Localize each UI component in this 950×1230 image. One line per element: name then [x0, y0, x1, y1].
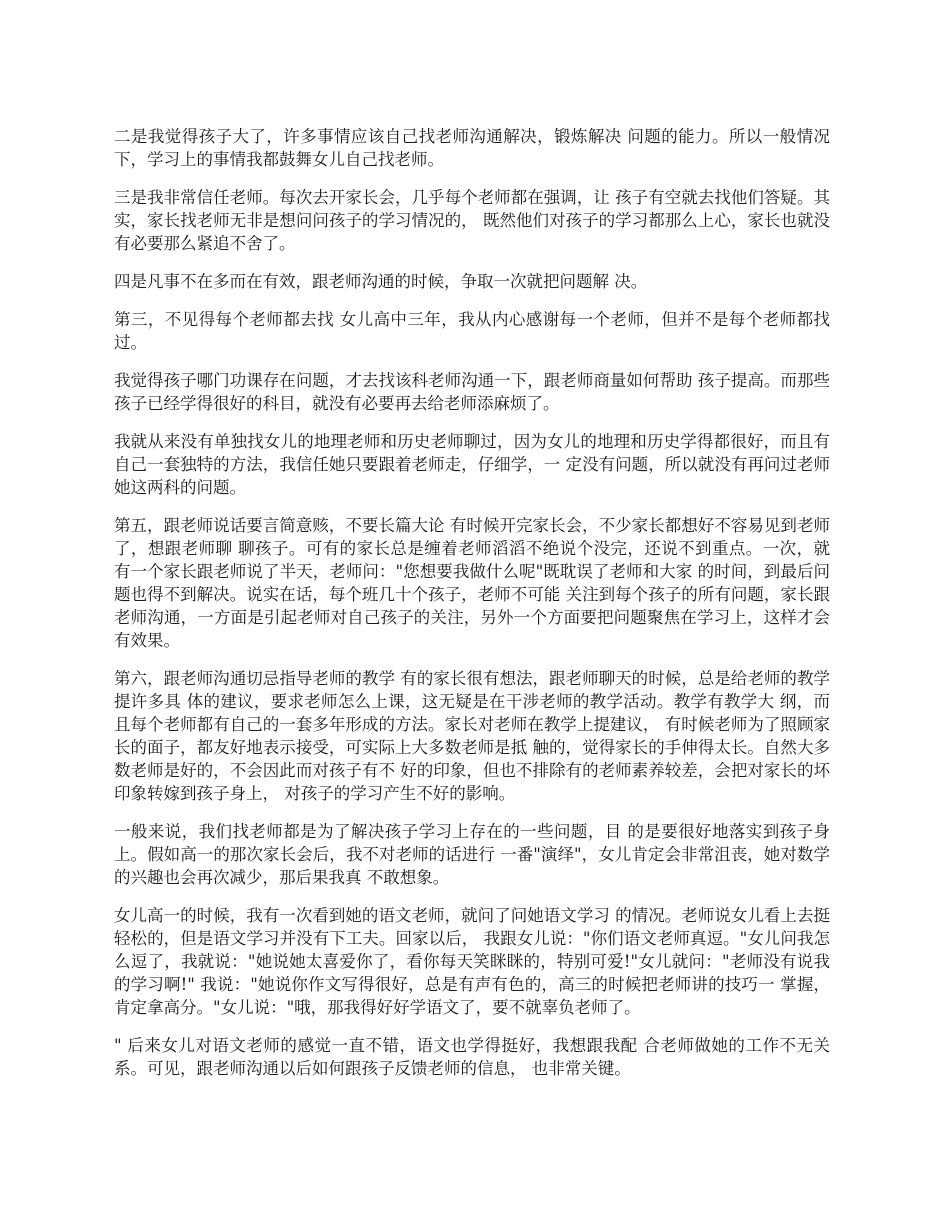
paragraph-10: 女儿高一的时候，我有一次看到她的语文老师，就问了问她语文学习 的情况。老师说女儿看上去挺轻松的，但是语文学习并没有下工夫。回家以后， 我跟女儿说："你们语文老师真逗。"女儿问我怎么逗了，我就说："她说她太喜爱你了，看你每天笑眯眯的，特别可爱!"女儿就问："老师没有说我的学习啊!" 我说："她说你作文写得很好，总是有声有色的，高三的时候把老师讲的技巧一 掌握，肯定拿高分。"女儿说："哦，那我得好好学语文了，要不就辜负老师了。	[114, 906, 830, 1017]
document-body	[114, 125, 830, 1095]
paragraph-5: 我觉得孩子哪门功课存在问题，才去找该科老师沟通一下，跟老师商量如何帮助 孩子提高。而那些孩子已经学得很好的科目，就没有必要再去给老师添麻烦了。	[114, 371, 830, 413]
paragraph-7: 第五，跟老师说话要言简意赅，不要长篇大论 有时候开完家长会，不少家长都想好不容易见到老师了，想跟老师聊 聊孩子。可有的家长总是缠着老师滔滔不绝说个没完，还说不到重点。一次，就 有一个家长跟老师说了半天，老师问："您想要我做什么呢"既耽误了老师和大家 的时间，到最后问题也得不到解决。说实在话，每个班几十个孩子，老师不可能 关注到每个孩子的所有问题，家长跟老师沟通，一方面是引起老师对自己孩子的关注，另外一个方面要把问题聚焦在学习上，这样才会有效果。	[114, 516, 830, 650]
paragraph-2: 三是我非常信任老师。每次去开家长会，几乎每个老师都在强调，让 孩子有空就去找他们答疑。其实，家长找老师无非是想问问孩子的学习情况的， 既然他们对孩子的学习都那么上心，家长也就没有必要那么紧追不舍了。	[114, 188, 830, 253]
paragraph-1: 二是我觉得孩子大了，许多事情应该自己找老师沟通解决，锻炼解决 问题的能力。所以一般情况下，学习上的事情我都鼓舞女儿自己找老师。	[114, 127, 830, 169]
paragraph-6: 我就从来没有单独找女儿的地理老师和历史老师聊过，因为女儿的地理和历史学得都很好，而且有自己一套独特的方法，我信任她只要跟着老师走，仔细学，一 定没有问题，所以就没有再问过老师她这两科的问题。	[114, 432, 830, 497]
paragraph-3: 四是凡事不在多而在有效，跟老师沟通的时候，争取一次就把问题解 决。	[114, 272, 648, 291]
paragraph-8: 第六，跟老师沟通切忌指导老师的教学 有的家长很有想法，跟老师聊天的时候，总是给老师的教学提许多具 体的建议，要求老师怎么上课，这无疑是在干涉老师的教学活动。教学有教学大 纲，而且每个老师都有自己的一套多年形成的方法。家长对老师在教学上提建议， 有时候老师为了照顾家长的面子，都友好地表示接受，可实际上大多数老师是抵 触的，觉得家长的手伸得太长。自然大多数老师是好的，不会因此而对孩子有不 好的印象，但也不排除有的老师素养较差，会把对家长的坏印象转嫁到孩子身上， 对孩子的学习产生不好的影响。	[114, 669, 830, 803]
paragraph-9: 一般来说，我们找老师都是为了解决孩子学习上存在的一些问题，目 的是要很好地落实到孩子身上。假如高一的那次家长会后，我不对老师的话进行 一番"演绎"，女儿肯定会非常沮丧，她对数学的兴趣也会再次减少，那后果我真 不敢想象。	[114, 822, 830, 887]
paragraph-11: " 后来女儿对语文老师的感觉一直不错，语文也学得挺好，我想跟我配 合老师做她的工作不无关系。可见，跟老师沟通以后如何跟孩子反馈老师的信息， 也非常关键。	[114, 1036, 830, 1078]
paragraph-4: 第三，不见得每个老师都去找 女儿高中三年，我从内心感谢每一个老师，但并不是每个老师都找过。	[114, 310, 830, 352]
